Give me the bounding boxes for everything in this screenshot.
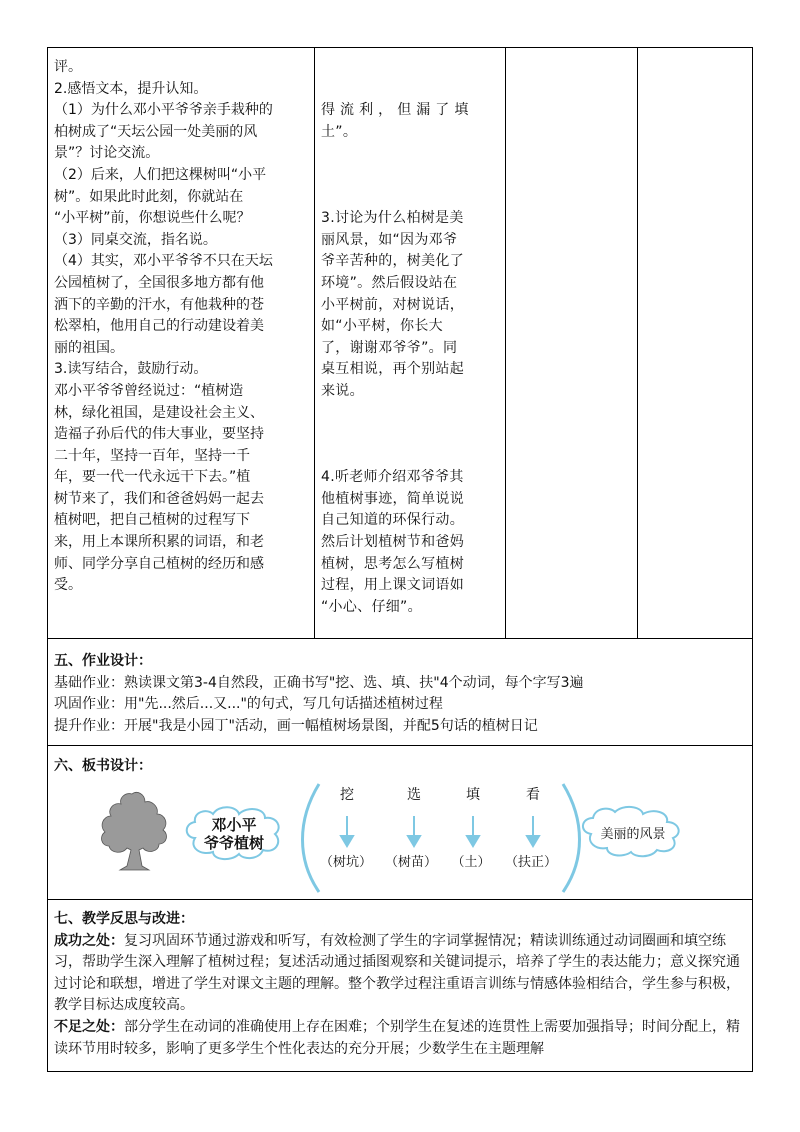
teacher-activity-line: （1）为什么邓小平爷爷亲手栽种的	[54, 102, 273, 119]
reflection-success	[54, 931, 744, 1017]
teacher-activity-line: 造福子孙后代的伟大事业，要坚持	[54, 426, 264, 443]
row-divider	[47, 745, 753, 746]
verb-dig: 挖	[340, 787, 354, 803]
verb-fill: 填	[466, 787, 480, 803]
verb-select: 选	[407, 787, 421, 803]
teacher-activity-line: 树节来了，我们和爸爸妈妈一起去	[54, 490, 264, 507]
tree-icon	[102, 792, 167, 870]
teacher-activity-line: 二十年，坚持一百年，坚持一千	[54, 447, 250, 464]
cloud-left	[187, 807, 279, 859]
lack-label: 不足之处：	[54, 1018, 124, 1035]
cloud-left-line1: 邓小平	[211, 816, 257, 834]
teacher-activity-line: 丽的祖国。	[54, 339, 124, 356]
reflection-lack	[54, 1017, 744, 1060]
verb-look: 看	[526, 787, 540, 803]
success-label: 成功之处：	[54, 932, 124, 949]
teacher-activity-line: 松翠柏，他用自己的行动建设着美	[54, 318, 264, 335]
student-activity-line: 土”。	[321, 123, 358, 140]
reflection-title: 七、教学反思与改进：	[54, 911, 194, 927]
noun-sapling: （树苗）	[384, 855, 438, 870]
left-bracket	[303, 784, 320, 892]
student-activity-line: 植树，思考怎么写植树	[321, 555, 464, 572]
board-diagram	[47, 780, 753, 898]
student-activity-p1	[321, 100, 501, 143]
success-text: 复习巩固环节通过游戏和听写，有效检测了学生的字词掌握情况；精读训练通过动词圈画和填空练习，帮助学生深入理解了植树过程；复述活动通过插图观察和关键词提示，培养了学生的表达能力；意义探究通过讨论和联想，增进了学生对课文主题的理解。整个教学过程注重语言训练与情感体验相结合，学生参与积极，教学目标达成度较高。	[54, 932, 740, 1014]
student-activity-line: 小平树前，对树说话，	[321, 296, 464, 313]
arrow-head-icon	[527, 836, 539, 846]
teacher-activity-line: 树”。如果此时此刻，你就站在	[54, 188, 244, 205]
student-activity-line: “小心、仔细”。	[321, 598, 422, 615]
student-activity-line: 桌互相说，再个别站起	[321, 361, 464, 378]
board-section	[54, 756, 744, 778]
teacher-activity-line: 评。	[54, 59, 82, 75]
reflection-section	[54, 909, 744, 1060]
student-activity-column	[321, 57, 501, 683]
right-bracket	[563, 784, 580, 892]
teacher-activity-line: 公园植树了，全国很多地方都有他	[54, 274, 264, 291]
student-activity-line: 得 流 利 ， 但 漏 了 填	[321, 102, 469, 119]
teacher-activity-line: 景”？讨论交流。	[54, 145, 160, 162]
teacher-activity-line: 柏树成了“天坛公园一处美丽的风	[54, 123, 258, 140]
student-activity-line: 如“小平树，你长大	[321, 318, 443, 335]
cloud-right	[583, 807, 679, 856]
noun-straighten: （扶正）	[504, 855, 558, 870]
teacher-activity-line: “小平树”前，你想说些什么呢？	[54, 210, 251, 227]
teacher-activity-line: 洒下的辛勤的汗水，有他栽种的苍	[54, 296, 264, 313]
noun-pit: （树坑）	[319, 855, 373, 870]
arrow-head-icon	[341, 836, 353, 846]
lack-text: 部分学生在动词的准确使用上存在困难；个别学生在复述的连贯性上需要加强指导；时间分配上，精读环节用时较多，影响了更多学生个性化表达的充分开展；少数学生在主题理解	[54, 1018, 740, 1057]
homework-title: 五、作业设计：	[54, 653, 152, 669]
student-activity-line: 然后计划植树节和爸妈	[321, 534, 464, 551]
teacher-activity-line: 邓小平爷爷曾经说过：“植树造	[54, 382, 244, 399]
teacher-activity-line: 植树吧，把自己植树的过程写下	[54, 512, 250, 529]
student-activity-line: 他植树事迹，简单说说	[321, 490, 464, 507]
cloud-left-line2: 爷爷植树	[203, 834, 265, 852]
teacher-activity-line: （2）后来，人们把这棵树叫“小平	[54, 166, 267, 183]
student-activity-line: 来说。	[321, 382, 364, 399]
student-activity-line: 过程，用上课文词语如	[321, 577, 464, 594]
column-divider	[637, 47, 638, 638]
teacher-activity-line: 师、同学分享自己植树的经历和感	[54, 555, 264, 572]
teacher-activity-column	[54, 57, 312, 597]
student-activity-line: 了，谢谢邓爷爷”。同	[321, 339, 458, 356]
teacher-activity-line: 林，绿化祖国，是建设社会主义、	[54, 404, 264, 421]
teacher-activity-line: 3.读写结合，鼓励行动。	[54, 361, 208, 378]
arrow-head-icon	[408, 836, 420, 846]
homework-improve: 提升作业：开展"我是小园丁"活动，画一幅植树场景图，并配5句话的植树日记	[54, 717, 538, 734]
board-title: 六、板书设计：	[54, 758, 152, 774]
teacher-activity-line: 年，要一代一代永远干下去。”植	[54, 469, 251, 486]
student-activity-line: 4.听老师介绍邓爷爷其	[321, 469, 464, 486]
student-activity-p2	[321, 208, 501, 402]
arrow-head-icon	[467, 836, 479, 846]
column-divider	[314, 47, 315, 638]
homework-basic: 基础作业：熟读课文第3-4自然段，正确书写"挖、选、填、扶"4个动词，每个字写3遍	[54, 674, 584, 691]
student-activity-line: 环境”。然后假设站在	[321, 274, 458, 291]
teacher-activity-line: 2.感悟文本，提升认知。	[54, 80, 208, 97]
row-divider	[47, 899, 753, 900]
column-divider	[505, 47, 506, 638]
teacher-activity-line: 来，用上本课所积累的词语，和老	[54, 534, 264, 551]
teacher-activity-line: （4）其实，邓小平爷爷不只在天坛	[54, 253, 273, 270]
student-activity-line: 爷辛苦种的，树美化了	[321, 253, 464, 270]
student-activity-p3	[321, 467, 501, 618]
student-activity-line: 丽风景，如“因为邓爷	[321, 231, 458, 248]
homework-section	[54, 651, 744, 737]
cloud-right-text: 美丽的风景	[600, 827, 666, 842]
student-activity-line: 自己知道的环保行动。	[321, 512, 464, 529]
homework-consolidate: 巩固作业：用"先...然后...又..."的句式，写几句话描述植树过程	[54, 696, 443, 712]
teacher-activity-line: 受。	[54, 577, 82, 594]
noun-soil: （土）	[451, 855, 491, 870]
student-activity-line: 3.讨论为什么柏树是美	[321, 210, 464, 227]
teacher-activity-line: （3）同桌交流，指名说。	[54, 231, 217, 248]
